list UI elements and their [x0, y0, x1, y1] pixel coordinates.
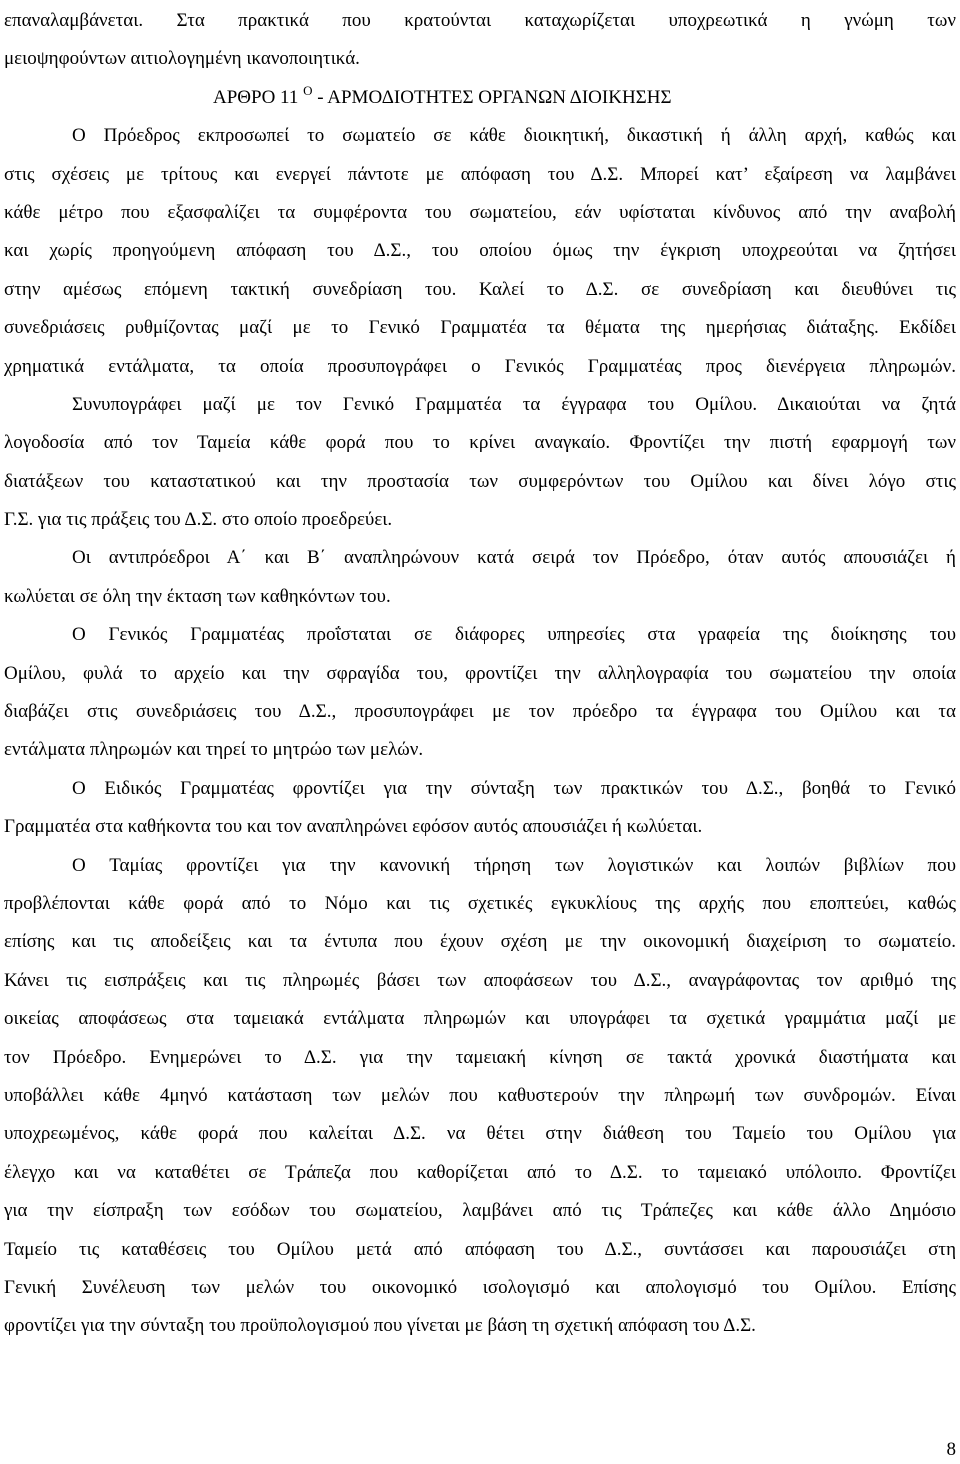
text-line: Κάνει τις εισπράξεις και τις πληρωμές βάσει των αποφάσεων του Δ.Σ., αναγράφοντας τον αριθμό της — [4, 969, 956, 991]
page-number: 8 — [946, 1439, 956, 1460]
text-line: Ταμείο τις καταθέσεις του Ομίλου μετά από απόφαση του Δ.Σ., συντάσσει και παρουσιάζει στη — [4, 1238, 956, 1260]
text-line: Γενική Συνέλευση των μελών του οικονομικό ισολογισμό και απολογισμό του Ομίλου. Επίσης — [4, 1276, 956, 1298]
text-line: φροντίζει για την σύνταξη του προϋπολογισμού που γίνεται με βάση τη σχετική απόφαση του Δ.Σ. — [4, 1315, 756, 1337]
document-page — [4, 2, 956, 1346]
paragraph-president — [4, 117, 956, 539]
text-line: Ο Γενικός Γραμματέας προΐσταται σε διάφορες υπηρεσίες στα γραφεία της διοίκησης του — [72, 624, 956, 646]
text-line: Οι αντιπρόεδροι Α΄ και Β΄ αναπληρώνουν κατά σειρά τον Πρόεδρο, όταν αυτός απουσιάζει ή — [72, 547, 956, 569]
paragraph-general-secretary — [4, 616, 956, 770]
text-line: επίσης και τις αποδείξεις και τα έντυπα που έχουν σχέση με την οικονομική διαχείριση το σωματείο. — [4, 931, 956, 953]
text-line: κάθε μέτρο που εξασφαλίζει τα συμφέροντα του σωματείου, εάν υφίσταται κίνδυνος από την αναβολή — [4, 201, 956, 223]
paragraph-treasurer — [4, 847, 956, 1346]
text-line: διαβάζει στις συνεδριάσεις του Δ.Σ., προσυπογράφει με τον πρόεδρο τα έγγραφα του Ομίλου και τα — [4, 701, 956, 723]
text-line: προβλέπονται κάθε φορά από το Νόμο και τις σχετικές εγκυκλίους της αρχής που εποπτεύει, καθώς — [4, 892, 956, 914]
heading-superscript: Ο — [303, 82, 313, 98]
text-line: τον Πρόεδρο. Ενημερώνει το Δ.Σ. για την ταμειακή κίνηση σε τακτά χρονικά διαστήματα και — [4, 1046, 956, 1068]
text-line: λογοδοσία από τον Ταμεία κάθε φορά που το κρίνει αναγκαίο. Φροντίζει την πιστή εφαρμογή των — [4, 432, 956, 454]
paragraph-special-secretary — [4, 770, 956, 847]
text-line: έλεγχο και να καταθέτει σε Τράπεζα που καθορίζεται από το Δ.Σ. το ταμειακό υπόλοιπο. Φροντίζει — [4, 1161, 956, 1183]
text-line: Γραμματέα στα καθήκοντα του και τον αναπληρώνει εφόσον αυτός απουσιάζει ή κωλύεται. — [4, 816, 703, 838]
text-line: Γ.Σ. για τις πράξεις του Δ.Σ. στο οποίο προεδρεύει. — [4, 509, 393, 531]
text-line: Συνυπογράφει μαζί με τον Γενικό Γραμματέα τα έγγραφα του Ομίλου. Δικαιούται να ζητά — [72, 393, 956, 415]
text-line: εντάλματα πληρωμών και τηρεί το μητρώο των μελών. — [4, 739, 424, 761]
text-line: Ο Ειδικός Γραμματέας φροντίζει για την σύνταξη των πρακτικών του Δ.Σ., βοηθά το Γενικό — [72, 777, 956, 799]
text-line: υποβάλλει κάθε 4μηνό κατάσταση των μελών που καθυστερούν την πληρωμή των συνδρομών. Είναι — [4, 1084, 956, 1106]
intro-line: επαναλαμβάνεται. Στα πρακτικά που κρατούνται καταχωρίζεται υποχρεωτικά η γνώμη των — [4, 10, 956, 31]
article-heading — [4, 79, 956, 117]
text-line: Ομίλου, φυλά το αρχείο και την σφραγίδα του, φροντίζει την αλληλογραφία του σωματείου την οποία — [4, 662, 956, 684]
text-line: για την είσπραξη των εσόδων του σωματείου, λαμβάνει από τις Τράπεζες και κάθε άλλο Δημόσιο — [4, 1200, 956, 1222]
text-line: διατάξεων του καταστατικού και την προστασία των συμφερόντων του Ομίλου και δίνει λόγο στις — [4, 470, 956, 492]
text-line: συνεδριάσεις ρυθμίζοντας μαζί με το Γενικό Γραμματέα τα θέματα της ημερήσιας διάταξης. Εκδίδει — [4, 317, 956, 339]
text-line: υποχρεωμένος, κάθε φορά που καλείται Δ.Σ. να θέτει στην διάθεση του Ταμείο του Ομίλου για — [4, 1123, 956, 1145]
text-line: στην αμέσως επόμενη τακτική συνεδρίαση του. Καλεί το Δ.Σ. σε συνεδρίαση και διευθύνει τις — [4, 278, 956, 300]
text-line: Ο Ταμίας φροντίζει για την κανονική τήρηση των λογιστικών και λοιπών βιβλίων που — [72, 854, 956, 876]
intro-line: μειοψηφούντων αιτιολογημένη ικανοποιητικά. — [4, 48, 360, 70]
paragraph-vice-presidents — [4, 539, 956, 616]
text-line: και χωρίς προηγούμενη απόφαση του Δ.Σ., του οποίου όμως την έγκριση υποχρεούται να ζητήσει — [4, 240, 956, 262]
text-line: οικείας αποφάσεως στα ταμειακά εντάλματα πληρωμών και υπογράφει τα σχετικά γραμμάτια μαζί με — [4, 1008, 956, 1030]
text-line: Ο Πρόεδρος εκπροσωπεί το σωματείο σε κάθε διοικητική, δικαστική ή άλλη αρχή, καθώς και — [72, 125, 956, 147]
text-line: χρηματικά εντάλματα, τα οποία προσυπογράφει ο Γενικός Γραμματέας προς διενέργεια πληρωμών. — [4, 355, 956, 377]
heading-suffix: - ΑΡΜΟΔΙΟΤΗΤΕΣ ΟΡΓΑΝΩΝ ΔΙΟΙΚΗΣΗΣ — [312, 86, 672, 108]
heading-prefix: ΑΡΘΡΟ 11 — [213, 86, 299, 108]
text-line: στις σχέσεις με τρίτους και ενεργεί πάντοτε με απόφαση του Δ.Σ. Μπορεί κατ’ εξαίρεση να λαμβάνει — [4, 163, 956, 185]
text-line: κωλύεται σε όλη την έκταση των καθηκόντων του. — [4, 585, 391, 607]
